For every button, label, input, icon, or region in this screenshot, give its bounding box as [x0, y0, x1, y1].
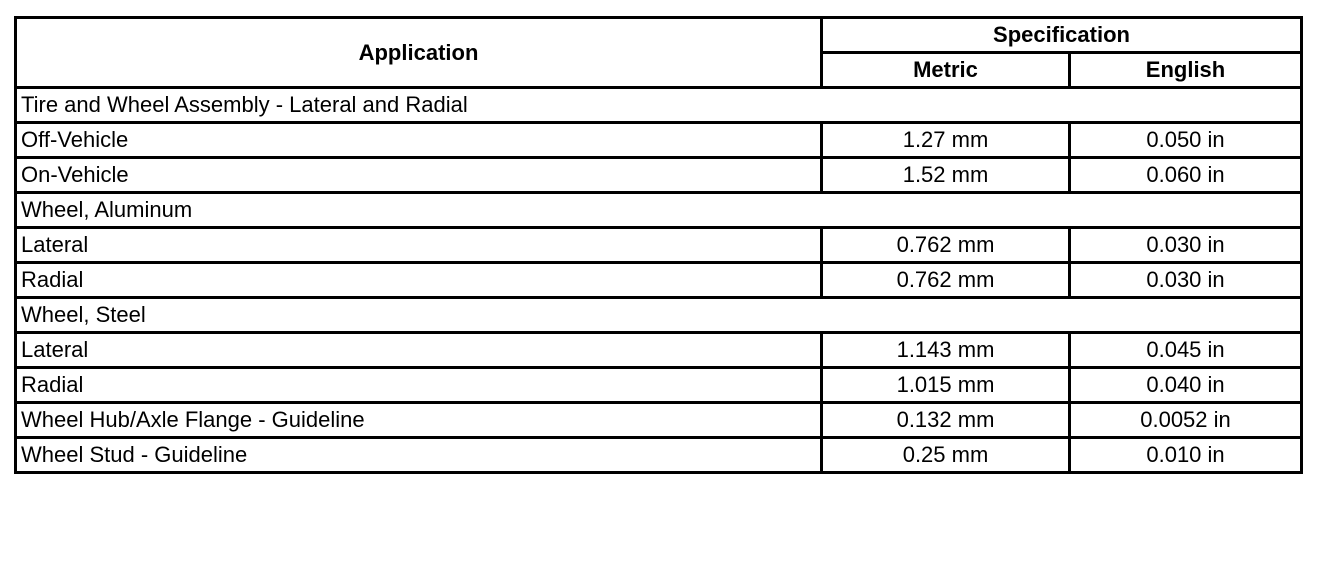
- english-cell: 0.045 in: [1070, 333, 1302, 368]
- section-label: Wheel, Steel: [16, 298, 1302, 333]
- table-row: [16, 368, 1302, 403]
- table-row: [16, 333, 1302, 368]
- header-metric: Metric: [822, 53, 1070, 88]
- application-cell: Radial: [16, 263, 822, 298]
- header-application: Application: [16, 18, 822, 88]
- application-cell: Lateral: [16, 228, 822, 263]
- table-row: [16, 158, 1302, 193]
- application-cell: Off-Vehicle: [16, 123, 822, 158]
- section-label: Tire and Wheel Assembly - Lateral and Radial: [16, 88, 1302, 123]
- spec-table: [14, 16, 1303, 474]
- english-cell: 0.010 in: [1070, 438, 1302, 473]
- application-cell: Radial: [16, 368, 822, 403]
- table-row: [16, 298, 1302, 333]
- header-english: English: [1070, 53, 1302, 88]
- english-cell: 0.030 in: [1070, 228, 1302, 263]
- table-header: [16, 18, 1302, 88]
- english-cell: 0.0052 in: [1070, 403, 1302, 438]
- application-cell: On-Vehicle: [16, 158, 822, 193]
- english-cell: 0.060 in: [1070, 158, 1302, 193]
- english-cell: 0.030 in: [1070, 263, 1302, 298]
- header-row-top: [16, 18, 1302, 53]
- table-row: [16, 123, 1302, 158]
- table-row: [16, 193, 1302, 228]
- english-cell: 0.040 in: [1070, 368, 1302, 403]
- application-cell: Lateral: [16, 333, 822, 368]
- table-row: [16, 228, 1302, 263]
- metric-cell: 1.143 mm: [822, 333, 1070, 368]
- metric-cell: 1.52 mm: [822, 158, 1070, 193]
- table-body: [16, 88, 1302, 473]
- metric-cell: 1.27 mm: [822, 123, 1070, 158]
- header-specification: Specification: [822, 18, 1302, 53]
- application-cell: Wheel Hub/Axle Flange - Guideline: [16, 403, 822, 438]
- metric-cell: 0.132 mm: [822, 403, 1070, 438]
- english-cell: 0.050 in: [1070, 123, 1302, 158]
- metric-cell: 1.015 mm: [822, 368, 1070, 403]
- application-cell: Wheel Stud - Guideline: [16, 438, 822, 473]
- section-label: Wheel, Aluminum: [16, 193, 1302, 228]
- metric-cell: 0.762 mm: [822, 263, 1070, 298]
- table-row: [16, 403, 1302, 438]
- table-row: [16, 263, 1302, 298]
- table-row: [16, 88, 1302, 123]
- metric-cell: 0.25 mm: [822, 438, 1070, 473]
- table-row: [16, 438, 1302, 473]
- metric-cell: 0.762 mm: [822, 228, 1070, 263]
